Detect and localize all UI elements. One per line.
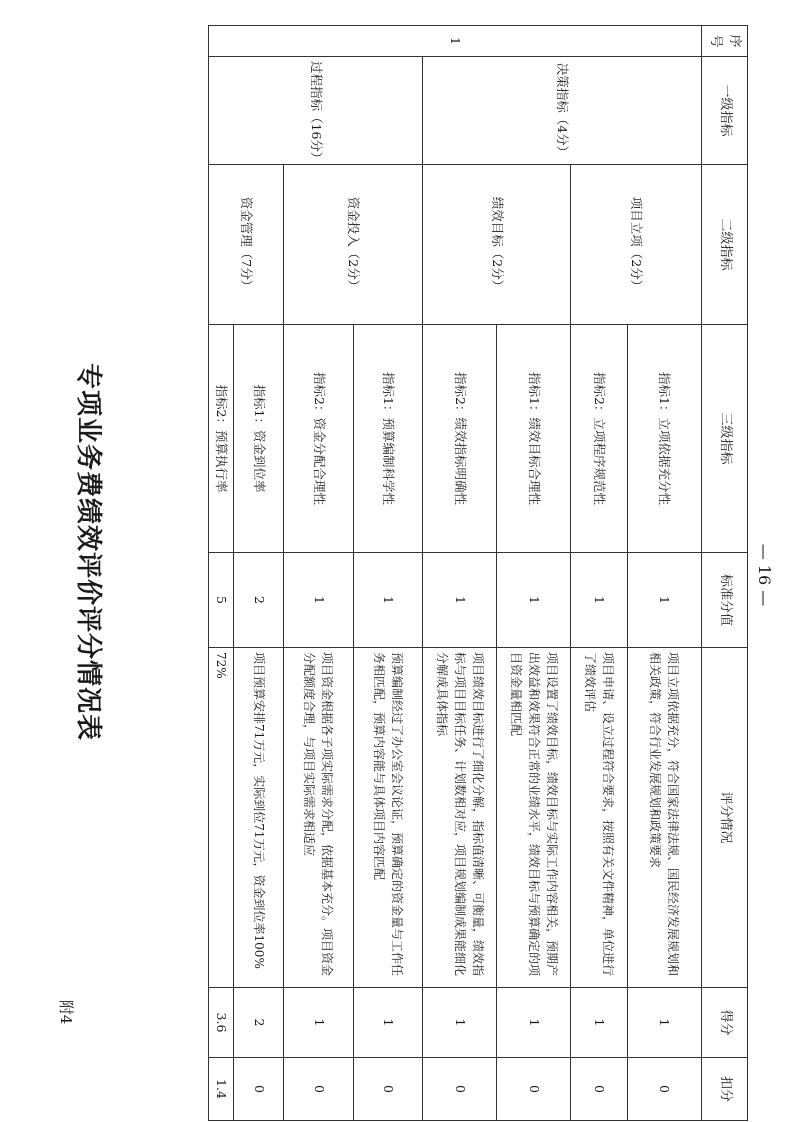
level3-cell: 指标2：预算执行率 xyxy=(209,325,234,553)
evaluation-table-container xyxy=(208,25,748,1120)
page-number: — 16 — xyxy=(755,543,774,607)
situation-cell: 项目资金根据各子项实际需求分配，依据基本充分。项目资金分配额度合理，与项目实际需求相适应 xyxy=(284,648,354,988)
standard-cell: 1 xyxy=(627,553,701,648)
score-cell: 1 xyxy=(571,988,628,1058)
header-level1: 一级指标 xyxy=(701,57,747,165)
header-situation: 评分情况 xyxy=(701,648,747,988)
header-standard: 标准分值 xyxy=(701,553,747,648)
level3-cell: 指标1：资金到位率 xyxy=(234,325,284,553)
deduct-cell: 0 xyxy=(497,1058,571,1121)
level3-cell: 指标2：资金分配合理性 xyxy=(284,325,354,553)
standard-cell: 1 xyxy=(571,553,628,648)
group-process: 过程指标（16分） xyxy=(209,57,423,165)
subgroup-fund-input: 资金投入（2分） xyxy=(284,165,423,325)
header-deduct: 扣分 xyxy=(701,1058,747,1121)
deduct-cell: 0 xyxy=(571,1058,628,1121)
table-row xyxy=(627,26,701,1121)
subgroup-performance-goal: 绩效目标（2分） xyxy=(423,165,571,325)
standard-cell: 1 xyxy=(353,553,423,648)
group-decision: 决策指标（4分） xyxy=(423,57,701,165)
standard-cell: 2 xyxy=(234,553,284,648)
situation-cell: 72% xyxy=(209,648,234,988)
table-header-row xyxy=(701,26,747,1121)
header-seq: 序号 xyxy=(701,26,747,57)
header-level3: 三级指标 xyxy=(701,325,747,553)
deduct-cell: 0 xyxy=(284,1058,354,1121)
standard-cell: 1 xyxy=(284,553,354,648)
score-cell: 1 xyxy=(284,988,354,1058)
situation-cell: 项目预算安排71万元，实际到位71万元，资金到位率100% xyxy=(234,648,284,988)
situation-cell: 项目立项依据充分，符合国家法律法规、国民经济发展规划和相关政策，符合行业发展规划和政策要求 xyxy=(627,648,701,988)
level3-cell: 指标1：预算编制科学性 xyxy=(353,325,423,553)
situation-cell: 项目设置了绩效目标，绩效目标与实际工作内容相关，预期产出效益和效果符合正常的业绩水平，绩效目标与预算确定的项目资金量相匹配 xyxy=(497,648,571,988)
subgroup-project-setup: 项目立项（2分） xyxy=(571,165,701,325)
header-score: 得分 xyxy=(701,988,747,1058)
level3-cell: 指标2：立项程序规范性 xyxy=(571,325,628,553)
situation-cell: 预算编制经过了办公室会议论证，预算确定的资金量与工作任务相匹配，预算内容能与具体项目内容匹配 xyxy=(353,648,423,988)
evaluation-table xyxy=(208,25,748,1121)
deduct-cell: 0 xyxy=(423,1058,497,1121)
score-cell: 1 xyxy=(627,988,701,1058)
deduct-cell: 0 xyxy=(627,1058,701,1121)
score-cell: 2 xyxy=(234,988,284,1058)
score-cell: 1 xyxy=(353,988,423,1058)
standard-cell: 1 xyxy=(423,553,497,648)
table-row xyxy=(497,26,571,1121)
level3-cell: 指标1：立项依据充分性 xyxy=(627,325,701,553)
level3-cell: 指标2：绩效指标明确性 xyxy=(423,325,497,553)
deduct-cell: 1.4 xyxy=(209,1058,234,1121)
situation-cell: 项目申请、设立过程符合要求，按照有关文件精神，单位进行了绩效评估 xyxy=(571,648,628,988)
table-row xyxy=(353,26,423,1121)
standard-cell: 5 xyxy=(209,553,234,648)
level3-cell: 指标1：绩效目标合理性 xyxy=(497,325,571,553)
score-cell: 3.6 xyxy=(209,988,234,1058)
page-title: 专项业务费绩效评价评分情况表 xyxy=(73,362,103,741)
score-cell: 1 xyxy=(497,988,571,1058)
deduct-cell: 0 xyxy=(353,1058,423,1121)
header-level2: 二级指标 xyxy=(701,165,747,325)
seq-cell: 1 xyxy=(209,26,702,57)
standard-cell: 1 xyxy=(497,553,571,648)
table-row xyxy=(234,26,284,1121)
subgroup-fund-management: 资金管理（7分） xyxy=(209,165,284,325)
attachment-label: 附4 xyxy=(57,999,75,1025)
situation-cell: 项目绩效目标进行了细化分解，指标值清晰、可衡量，绩效指标与项目目标任务、计划数相对应，项目规划编制成果能细化分解成具体指标 xyxy=(423,648,497,988)
deduct-cell: 0 xyxy=(234,1058,284,1121)
score-cell: 1 xyxy=(423,988,497,1058)
